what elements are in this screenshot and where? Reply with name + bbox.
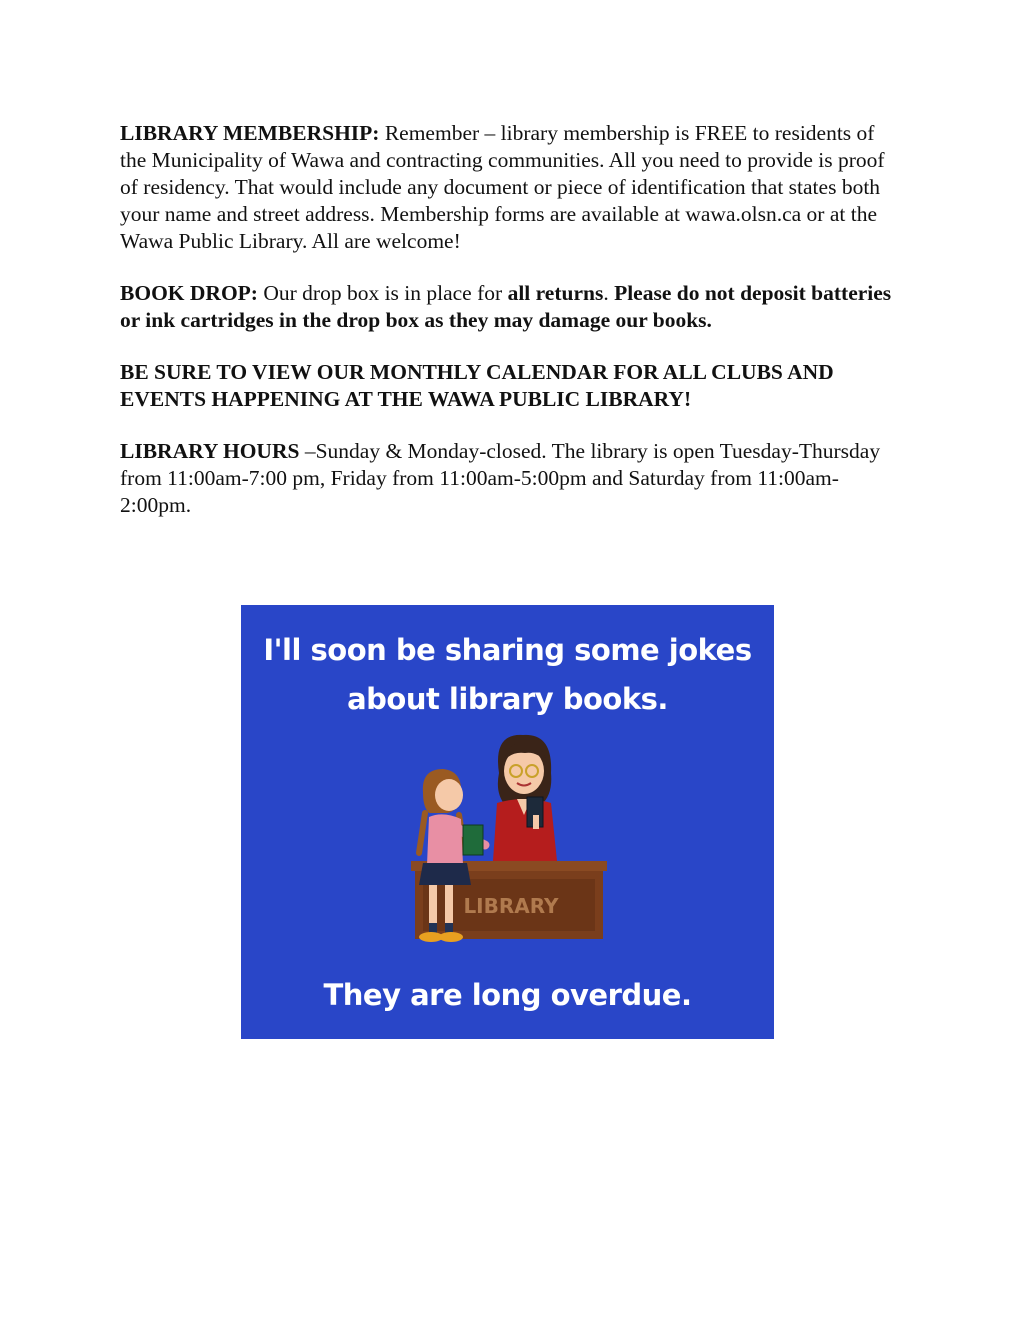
hours-paragraph (120, 438, 900, 519)
book-drop-text: Our drop box is in place for (257, 281, 508, 305)
hours-text: –Sunday & Monday-closed. The library is open Tuesday-Thursday from 11:00am-7:00 pm, Friday from 11:00am-5:00pm and Saturday from 11:00am-2:00pm. (120, 439, 881, 517)
joke-punchline: They are long overdue. (323, 978, 692, 1012)
librarian-illustration (401, 733, 621, 965)
calendar-notice: BE SURE TO VIEW OUR MONTHLY CALENDAR FOR ALL CLUBS AND EVENTS HAPPENING AT THE WAWA PUBLIC LIBRARY! (120, 360, 834, 411)
book-drop-heading: BOOK DROP: (120, 281, 258, 305)
book-drop-separator: . (603, 281, 615, 305)
membership-text: Remember – library membership is FREE to residents of the Municipality of Wawa and contracting communities. All you need to provide is proof of residency. That would include any document or piece of identification that states both your name and street address. Membership forms are available at wawa.olsn.ca or at the Wawa Public Library. All are welcome! (120, 121, 885, 253)
book-drop-warning: Please do not deposit batteries or ink cartridges in the drop box as they may damage our books. (120, 281, 892, 332)
hours-heading: LIBRARY HOURS (120, 439, 300, 463)
book-drop-paragraph (120, 280, 900, 334)
joke-line-2: about library books. (347, 682, 668, 716)
membership-paragraph (120, 120, 900, 255)
book-drop-returns: all returns (507, 281, 604, 305)
joke-image (241, 605, 774, 1039)
desk-label: LIBRARY (463, 894, 559, 918)
membership-heading: LIBRARY MEMBERSHIP: (120, 121, 380, 145)
joke-line-1: I'll soon be sharing some jokes (263, 633, 752, 667)
document-body (120, 120, 900, 544)
librarian-figure (493, 735, 557, 861)
